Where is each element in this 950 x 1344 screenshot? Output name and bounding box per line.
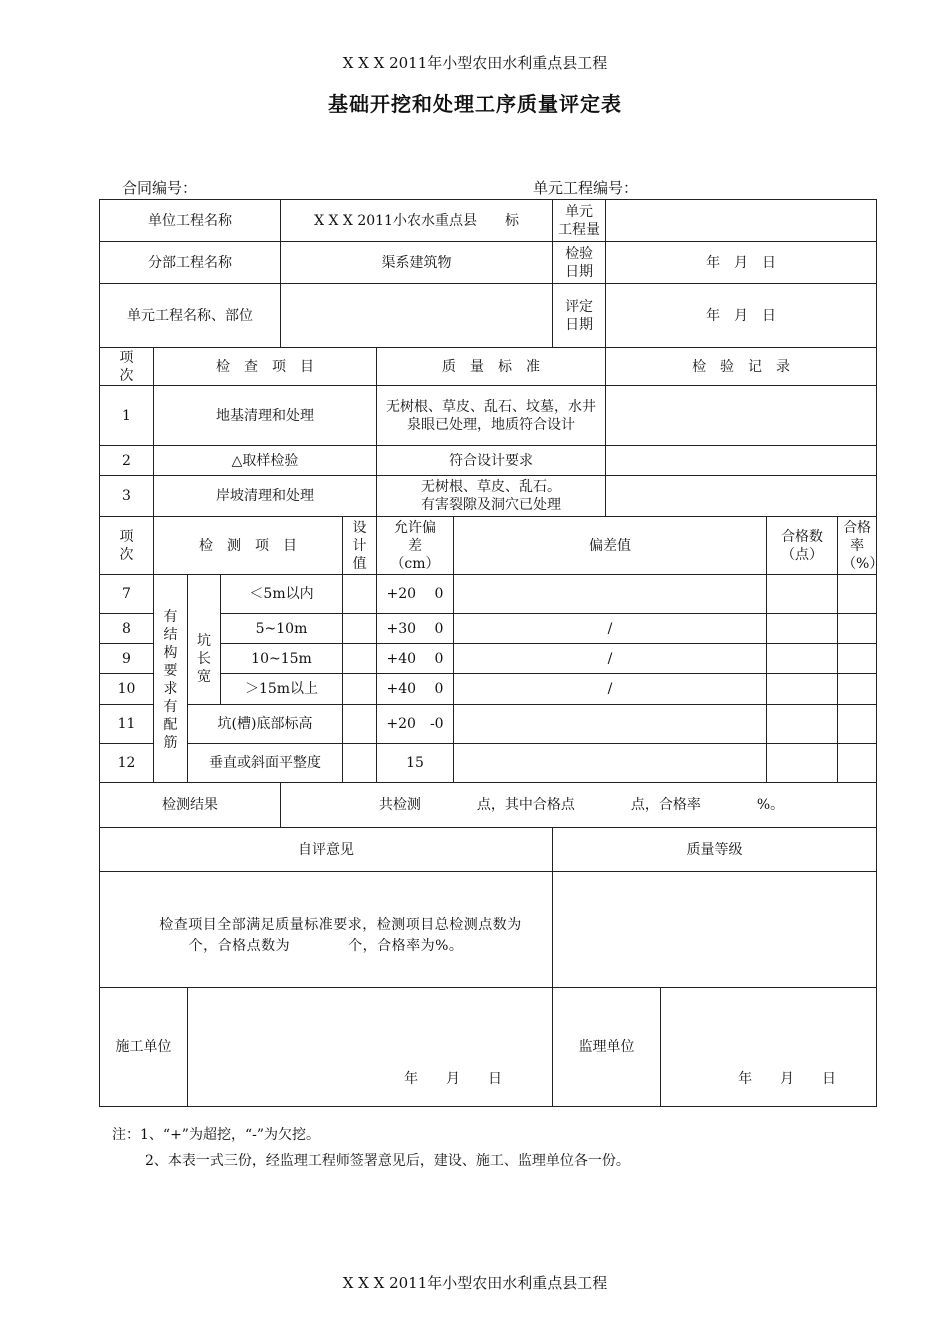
quality-grade-label: 质量等级 [553, 828, 877, 872]
design-value[interactable] [343, 674, 377, 705]
design-value[interactable] [343, 644, 377, 674]
element-name-label: 单元工程名称、部位 [100, 284, 281, 348]
pass-rate[interactable] [838, 705, 877, 744]
pass-rate[interactable] [838, 644, 877, 674]
design-value-header: 设 计 值 [343, 517, 377, 575]
design-value[interactable] [343, 614, 377, 644]
structure-group-label: 有 结 构 要 求 有 配 筋 [154, 575, 188, 783]
supervision-sign-date: 年 月 日 [738, 1071, 837, 1087]
pass-rate[interactable] [838, 614, 877, 644]
measure-item: ＜5m以内 [221, 575, 343, 614]
measure-no-header: 项 次 [100, 517, 154, 575]
measure-no: 10 [100, 674, 154, 705]
measure-no: 12 [100, 744, 154, 783]
note-line-1: 注：1、“+”为超挖，“-”为欠挖。 [112, 1127, 320, 1143]
check-item: △取样检验 [154, 446, 377, 476]
pass-rate[interactable] [838, 674, 877, 705]
pass-count[interactable] [767, 644, 838, 674]
tolerance-value: 15 [377, 744, 454, 783]
self-eval-label: 自评意见 [100, 828, 553, 872]
deviation-value[interactable] [454, 744, 767, 783]
pass-count[interactable] [767, 614, 838, 644]
deviation-value[interactable] [454, 705, 767, 744]
sub-project-name-label: 分部工程名称 [100, 242, 281, 284]
tolerance-value: +40 0 [377, 674, 454, 705]
check-record[interactable] [606, 446, 877, 476]
inspect-date-label: 检验 日期 [553, 242, 606, 284]
deviation-value[interactable]: / [454, 644, 767, 674]
design-value[interactable] [343, 744, 377, 783]
deviation-value[interactable]: / [454, 674, 767, 705]
pass-rate[interactable] [838, 575, 877, 614]
construction-sign-area[interactable] [188, 988, 553, 1107]
tolerance-value: +40 0 [377, 644, 454, 674]
check-standard: 符合设计要求 [377, 446, 606, 476]
check-standard-header: 质 量 标 准 [377, 348, 606, 386]
unit-quantity-value[interactable] [606, 200, 877, 242]
pass-count-header: 合格数 （点） [767, 517, 838, 575]
unit-no-label: 单元工程编号： [533, 179, 639, 197]
supervision-sign-area[interactable] [661, 988, 877, 1107]
unit-project-name-value: X X X 2011小农水重点县 标 [281, 200, 553, 242]
pass-count[interactable] [767, 674, 838, 705]
check-item: 地基清理和处理 [154, 386, 377, 446]
pass-rate[interactable] [838, 744, 877, 783]
note-line-2: 2、本表一式三份，经监理工程师签署意见后，建设、施工、监理单位各一份。 [145, 1153, 630, 1169]
check-item: 岸坡清理和处理 [154, 476, 377, 517]
measure-item: ＞15m以上 [221, 674, 343, 705]
sub-project-name-value: 渠系建筑物 [281, 242, 553, 284]
measure-item: 坑(槽)底部标高 [188, 705, 343, 744]
inspect-date-value[interactable]: 年 月 日 [606, 242, 877, 284]
supervision-unit-label: 监理单位 [553, 988, 661, 1107]
deviation-value[interactable] [454, 575, 767, 614]
evaluation-table [99, 199, 884, 1107]
page-header: X X X 2011年小型农田水利重点县工程 [342, 54, 608, 72]
measure-item: 10~15m [221, 644, 343, 674]
pass-count[interactable] [767, 705, 838, 744]
tolerance-value: +30 0 [377, 614, 454, 644]
tolerance-header: 允许偏 差 （cm） [377, 517, 454, 575]
unit-quantity-label: 单元 工程量 [553, 200, 606, 242]
measure-item: 垂直或斜面平整度 [188, 744, 343, 783]
measure-item: 5~10m [221, 614, 343, 644]
check-standard: 无树根、草皮、乱石。 有害裂隙及洞穴已处理 [377, 476, 606, 517]
unit-project-name-label: 单位工程名称 [100, 200, 281, 242]
construction-sign-date: 年 月 日 [404, 1071, 503, 1087]
check-no: 2 [100, 446, 154, 476]
check-record[interactable] [606, 386, 877, 446]
check-record-header: 检 验 记 录 [606, 348, 877, 386]
pass-count[interactable] [767, 575, 838, 614]
eval-date-label: 评定 日期 [553, 284, 606, 348]
pass-count[interactable] [767, 744, 838, 783]
eval-date-value[interactable]: 年 月 日 [606, 284, 877, 348]
pass-rate-header: 合格率 （%） [838, 517, 877, 575]
tolerance-value: +20 0 [377, 575, 454, 614]
check-no-header: 项 次 [100, 348, 154, 386]
check-no: 1 [100, 386, 154, 446]
contract-no-label: 合同编号： [122, 179, 198, 197]
measure-no: 9 [100, 644, 154, 674]
check-no: 3 [100, 476, 154, 517]
self-eval-text[interactable]: 检查项目全部满足质量标准要求，检测项目总检测点数为 个，合格点数为 个，合格率为%。 [100, 872, 553, 988]
page-title: 基础开挖和处理工序质量评定表 [328, 92, 622, 116]
tolerance-value: +20 -0 [377, 705, 454, 744]
page-footer: X X X 2011年小型农田水利重点县工程 [342, 1274, 608, 1292]
check-item-header: 检 查 项 目 [154, 348, 377, 386]
measure-item-header: 检 测 项 目 [154, 517, 343, 575]
design-value[interactable] [343, 575, 377, 614]
measure-no: 7 [100, 575, 154, 614]
check-standard: 无树根、草皮、乱石、坟墓，水井 泉眼已处理，地质符合设计 [377, 386, 606, 446]
check-record[interactable] [606, 476, 877, 517]
construction-unit-label: 施工单位 [100, 988, 188, 1107]
quality-grade-value[interactable] [553, 872, 877, 988]
element-name-value[interactable] [281, 284, 553, 348]
measure-no: 8 [100, 614, 154, 644]
deviation-header: 偏差值 [454, 517, 767, 575]
design-value[interactable] [343, 705, 377, 744]
result-text[interactable]: 共检测 点，其中合格点 点，合格率 %。 [281, 783, 877, 828]
deviation-value[interactable]: / [454, 614, 767, 644]
pit-size-label: 坑 长 宽 [188, 575, 221, 705]
result-label: 检测结果 [100, 783, 281, 828]
measure-no: 11 [100, 705, 154, 744]
